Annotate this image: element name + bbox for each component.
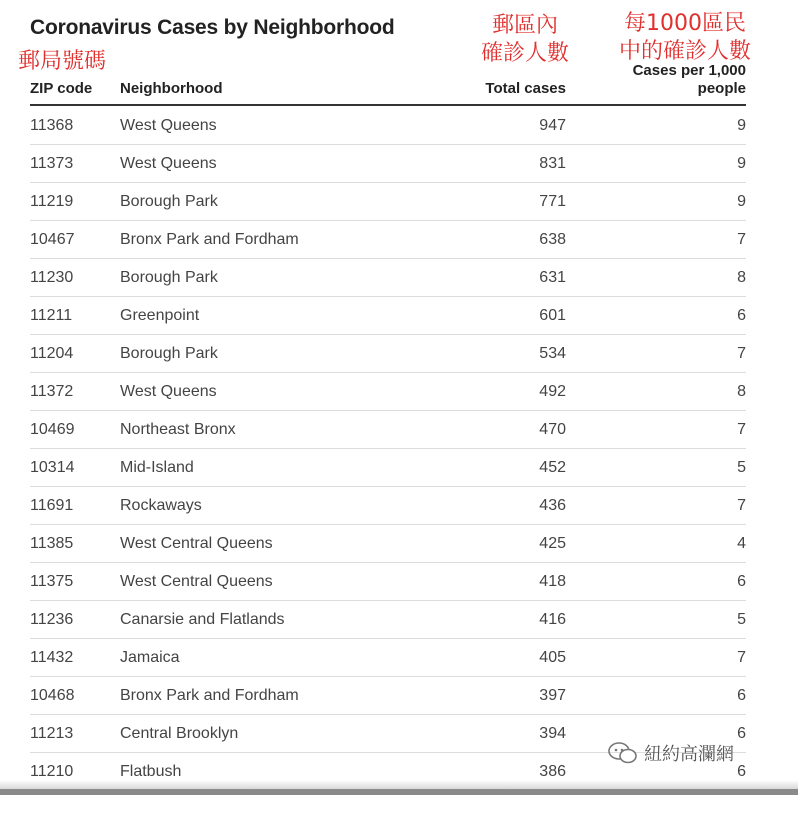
cell-zip: 11210 bbox=[30, 763, 74, 780]
wechat-icon bbox=[608, 742, 638, 764]
cell-zip: 11372 bbox=[30, 383, 74, 400]
cell-total-cases: 418 bbox=[539, 573, 566, 590]
cell-total-cases: 436 bbox=[539, 497, 566, 514]
cell-zip: 11373 bbox=[30, 155, 74, 172]
cell-total-cases: 771 bbox=[539, 193, 566, 210]
table-row bbox=[0, 373, 798, 411]
cell-neighborhood: Borough Park bbox=[120, 345, 218, 362]
header-total-cases: Total cases bbox=[485, 80, 566, 97]
cell-zip: 11432 bbox=[30, 649, 74, 666]
table-row bbox=[0, 525, 798, 563]
table-row bbox=[0, 183, 798, 221]
table-row bbox=[0, 601, 798, 639]
cell-cases-per-1000: 7 bbox=[737, 345, 746, 362]
cell-cases-per-1000: 9 bbox=[737, 193, 746, 210]
cell-total-cases: 631 bbox=[539, 269, 566, 286]
cell-total-cases: 416 bbox=[539, 611, 566, 628]
table-row bbox=[0, 411, 798, 449]
cell-neighborhood: Rockaways bbox=[120, 497, 202, 514]
cell-cases-per-1000: 4 bbox=[737, 535, 746, 552]
cell-zip: 11236 bbox=[30, 611, 74, 628]
cell-neighborhood: Jamaica bbox=[120, 649, 180, 666]
cell-zip: 11375 bbox=[30, 573, 74, 590]
total-annotation-line-2: 確診人數 bbox=[480, 41, 569, 66]
table-row bbox=[0, 221, 798, 259]
cell-cases-per-1000: 7 bbox=[737, 497, 746, 514]
rate-annotation-cn bbox=[600, 10, 770, 66]
bottom-edge bbox=[0, 780, 798, 789]
cell-zip: 11385 bbox=[30, 535, 74, 552]
cell-neighborhood: Bronx Park and Fordham bbox=[120, 231, 299, 248]
cell-cases-per-1000: 7 bbox=[737, 421, 746, 438]
cell-cases-per-1000: 8 bbox=[737, 383, 746, 400]
cell-neighborhood: Bronx Park and Fordham bbox=[120, 687, 299, 704]
table-row bbox=[0, 449, 798, 487]
cell-zip: 10467 bbox=[30, 231, 75, 248]
cell-cases-per-1000: 6 bbox=[737, 573, 746, 590]
header-neighborhood: Neighborhood bbox=[120, 80, 223, 97]
cell-cases-per-1000: 9 bbox=[737, 155, 746, 172]
cell-cases-per-1000: 6 bbox=[737, 307, 746, 324]
cell-neighborhood: West Queens bbox=[120, 117, 217, 134]
cell-neighborhood: Mid-Island bbox=[120, 459, 194, 476]
cell-neighborhood: West Central Queens bbox=[120, 573, 273, 590]
cell-cases-per-1000: 7 bbox=[737, 649, 746, 666]
zip-annotation-cn: 郵局號碼 bbox=[18, 49, 107, 74]
table-row bbox=[0, 107, 798, 145]
cell-zip: 10468 bbox=[30, 687, 75, 704]
cell-neighborhood: Central Brooklyn bbox=[120, 725, 239, 742]
cell-cases-per-1000: 5 bbox=[737, 459, 746, 476]
cell-neighborhood: Northeast Bronx bbox=[120, 421, 236, 438]
total-annotation-cn bbox=[470, 12, 580, 68]
cell-total-cases: 492 bbox=[539, 383, 566, 400]
table-row bbox=[0, 487, 798, 525]
table-row bbox=[0, 563, 798, 601]
bottom-bar bbox=[0, 789, 798, 795]
cell-neighborhood: Borough Park bbox=[120, 269, 218, 286]
cell-cases-per-1000: 7 bbox=[737, 231, 746, 248]
cell-total-cases: 831 bbox=[539, 155, 566, 172]
cell-zip: 11368 bbox=[30, 117, 74, 134]
watermark bbox=[608, 740, 734, 766]
cell-zip: 10469 bbox=[30, 421, 75, 438]
cell-total-cases: 425 bbox=[539, 535, 566, 552]
cell-cases-per-1000: 9 bbox=[737, 117, 746, 134]
header-zip: ZIP code bbox=[30, 80, 93, 97]
table-row bbox=[0, 335, 798, 373]
cell-total-cases: 534 bbox=[539, 345, 566, 362]
cell-total-cases: 601 bbox=[539, 307, 566, 324]
cell-zip: 11230 bbox=[30, 269, 74, 286]
cell-total-cases: 405 bbox=[539, 649, 566, 666]
cell-neighborhood: West Queens bbox=[120, 155, 217, 172]
table-row bbox=[0, 639, 798, 677]
cell-zip: 11211 bbox=[30, 307, 73, 324]
cell-neighborhood: West Queens bbox=[120, 383, 217, 400]
cell-cases-per-1000: 6 bbox=[737, 725, 746, 742]
cell-zip: 11691 bbox=[30, 497, 74, 514]
cell-total-cases: 452 bbox=[539, 459, 566, 476]
header-cases-per-1000 bbox=[600, 62, 746, 98]
cell-zip: 10314 bbox=[30, 459, 75, 476]
header-rule bbox=[30, 104, 746, 106]
watermark-text: 紐約高瀾網 bbox=[644, 744, 734, 765]
cell-cases-per-1000: 8 bbox=[737, 269, 746, 286]
header-rate-line-2: people bbox=[697, 80, 746, 97]
cell-total-cases: 638 bbox=[539, 231, 566, 248]
cell-zip: 11219 bbox=[30, 193, 74, 210]
cell-neighborhood: West Central Queens bbox=[120, 535, 273, 552]
rate-annotation-line-1: 每1000區民 bbox=[624, 11, 746, 36]
cell-neighborhood: Flatbush bbox=[120, 763, 182, 780]
table-row bbox=[0, 677, 798, 715]
table-row bbox=[0, 297, 798, 335]
rate-annotation-line-2: 中的確診人數 bbox=[618, 39, 751, 64]
cell-total-cases: 394 bbox=[539, 725, 566, 742]
cell-total-cases: 386 bbox=[539, 763, 566, 780]
cell-zip: 11213 bbox=[30, 725, 74, 742]
cell-cases-per-1000: 5 bbox=[737, 611, 746, 628]
cell-zip: 11204 bbox=[30, 345, 74, 362]
total-annotation-line-1: 郵區內 bbox=[491, 13, 558, 38]
cell-neighborhood: Canarsie and Flatlands bbox=[120, 611, 285, 628]
cell-cases-per-1000: 6 bbox=[737, 763, 746, 780]
cell-total-cases: 470 bbox=[539, 421, 566, 438]
table-row bbox=[0, 259, 798, 297]
table-row bbox=[0, 145, 798, 183]
cell-total-cases: 397 bbox=[539, 687, 566, 704]
cell-cases-per-1000: 6 bbox=[737, 687, 746, 704]
chart-title: Coronavirus Cases by Neighborhood bbox=[30, 16, 395, 39]
cell-neighborhood: Borough Park bbox=[120, 193, 218, 210]
cell-total-cases: 947 bbox=[539, 117, 566, 134]
header-rate-line-1: Cases per 1,000 bbox=[632, 62, 746, 79]
cell-neighborhood: Greenpoint bbox=[120, 307, 200, 324]
